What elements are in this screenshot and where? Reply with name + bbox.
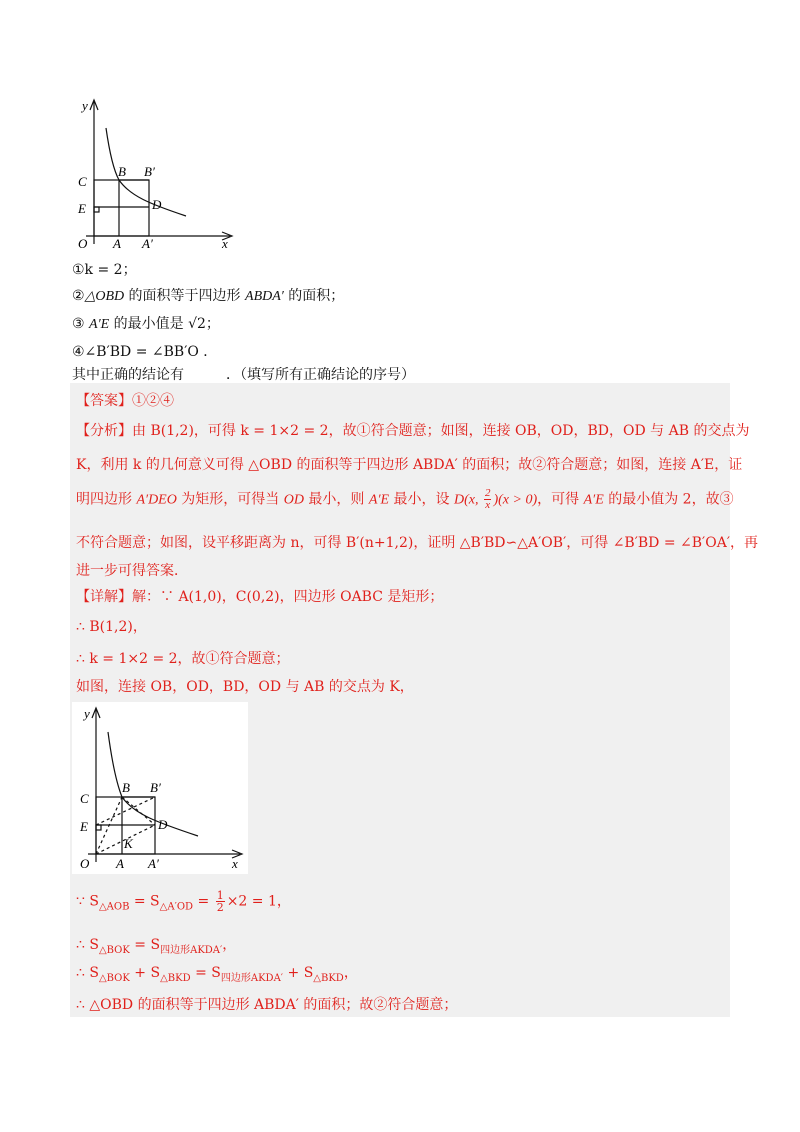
after-l2c: ， [222,937,237,953]
analysis-l3f: A′E [368,492,390,508]
after-l1s2: △A′OD [159,901,194,913]
rectangle-oabc [94,180,149,236]
answer-label: 【答案】 [76,393,132,409]
item-3-expr: A′E [89,317,110,332]
item-2-triangle: △OBD [84,289,125,304]
item-2 [72,286,344,307]
right-angle-mark [96,825,101,830]
label-c: C [78,174,87,189]
label-y: y [84,706,90,721]
detail-text-1: 解：∵ A(1,0)，C(0,2)，四边形 OABC 是矩形； [132,589,444,605]
label-x: x [222,236,228,251]
analysis-line-1 [76,420,749,442]
figure-1-graph [72,96,242,256]
label-c: C [80,791,89,806]
after-fraction [216,890,225,913]
label-b-prime: B′ [150,780,161,795]
item-3-suffix: ； [205,316,220,332]
question-prefix: 其中正确的结论有 [72,367,184,383]
analysis-line-3 [76,488,734,512]
after-line-4: ∴ △OBD 的面积等于四边形 ABDA′ 的面积；故②符合题意； [76,997,458,1013]
label-k: K [124,836,133,851]
label-a-prime: A′ [148,856,159,871]
question-suffix: ．（填写所有正确结论的序号） [226,367,415,383]
label-b: B [122,780,130,795]
after-l2s1: △BOK [98,944,130,956]
analysis-l3c: 为矩形，可得当 [176,491,284,508]
label-b-prime: B′ [144,164,155,179]
figure-2-graph [72,702,248,874]
after-l3b: + S [129,965,161,981]
analysis-text-1: 由 B(1,2)，可得 k = 1×2 = 2，故①符合题意；如图，连接 OB，OD，BD，OD 与 AB 的交点为 [132,423,750,439]
item-3-text: 的最小值是 [109,316,189,332]
detail-label: 【详解】 [76,589,132,605]
label-a: A [113,236,121,251]
after-l1c: = [193,893,214,910]
item-2-prefix: ② [72,288,85,304]
item-2-quad: ABDA′ [245,289,284,304]
after-l1b: = S [129,893,160,910]
analysis-l3b: A′DEO [136,492,177,508]
label-y: y [82,98,88,113]
item-1: ①k = 2； [72,262,137,278]
label-x: x [232,856,238,871]
after-l2b: = S [129,937,161,953]
item-3-value: √2 [188,316,206,332]
label-d: D [152,197,162,212]
label-a: A [116,856,124,871]
analysis-l3i: )(x > 0) [493,492,538,508]
after-l3s2: △BKD [160,972,191,984]
analysis-l3n: ，故③ [691,491,734,508]
after-line-2 [76,934,236,962]
figure-2-container [72,702,248,874]
analysis-l3a: 明四边形 [76,491,137,508]
after-l3d: + S [283,965,314,981]
label-b: B [118,164,126,179]
answer-value: ①②④ [132,393,174,409]
after-l1a: ∵ S [76,893,99,910]
analysis-label: 【分析】 [76,423,132,439]
detail-line-2: ∴ B(1,2)， [76,619,147,635]
dashed-bd [122,797,155,825]
label-o: O [78,236,88,251]
after-l2s2: 四边形AKDA′ [160,944,223,956]
analysis-line-2: K，利用 k 的几何意义可得 △OBD 的面积等于四边形 ABDA′ 的面积；故②符合题意；如图，连接 A′E，证 [76,457,743,473]
item-2-suffix: 的面积； [283,288,345,304]
right-angle-mark [94,207,99,212]
after-line-3 [76,962,358,990]
after-frac-num: 1 [216,889,224,902]
after-l3s3: 四边形AKDA′ [220,972,284,984]
detail-line-4: 如图，连接 OB，OD，BD，OD 与 AB 的交点为 K， [76,679,414,695]
analysis-l3j: ，可得 [537,491,584,508]
after-l3e: ， [343,965,358,981]
after-line-1 [76,890,291,918]
item-3 [72,314,220,335]
analysis-l3l: 的最小值为 [603,491,683,508]
after-l3c: = S [190,965,221,981]
analysis-l3e: 最小，则 [303,491,369,508]
fraction-denominator: x [485,499,491,511]
analysis-l3d: OD [283,492,304,508]
answer-section [70,383,730,1017]
after-l1s1: △AOB [98,901,130,913]
fraction-numerator: 2 [484,487,491,499]
after-l3s4: △BKD [313,972,344,984]
analysis-line-4: 不符合题意；如图，设平移距离为 n，可得 B′(n+1,2)，证明 △B′BD∽△A′OB′，可得 ∠B′BD = ∠B′OA′，再 [76,535,758,551]
label-e: E [80,819,88,834]
detail-line-1 [76,586,443,608]
after-l2a: ∴ S [76,937,99,953]
item-4: ④∠B′BD = ∠BB′O ． [72,344,218,360]
analysis-line-5: 进一步可得答案． [76,563,188,579]
after-frac-den: 2 [216,901,224,914]
analysis-fraction [484,488,492,511]
label-a-prime: A′ [142,236,153,251]
item-3-prefix: ③ [72,316,90,332]
answer-line [76,390,174,412]
item-2-text: 的面积等于四边形 [124,288,246,304]
after-l1d: ×2 = 1， [226,893,291,910]
analysis-l3h: D(x, [453,492,482,508]
analysis-l3k: A′E [583,492,604,508]
after-l3a: ∴ S [76,965,99,981]
analysis-l3g: 最小，设 [389,491,454,508]
detail-line-3: ∴ k = 1×2 = 2，故①符合题意； [76,651,290,667]
after-l3s1: △BOK [98,972,130,984]
label-e: E [78,201,86,216]
label-d: D [158,817,168,832]
question-line [72,365,415,385]
analysis-l3m: 2 [682,491,692,508]
label-o: O [80,856,90,871]
